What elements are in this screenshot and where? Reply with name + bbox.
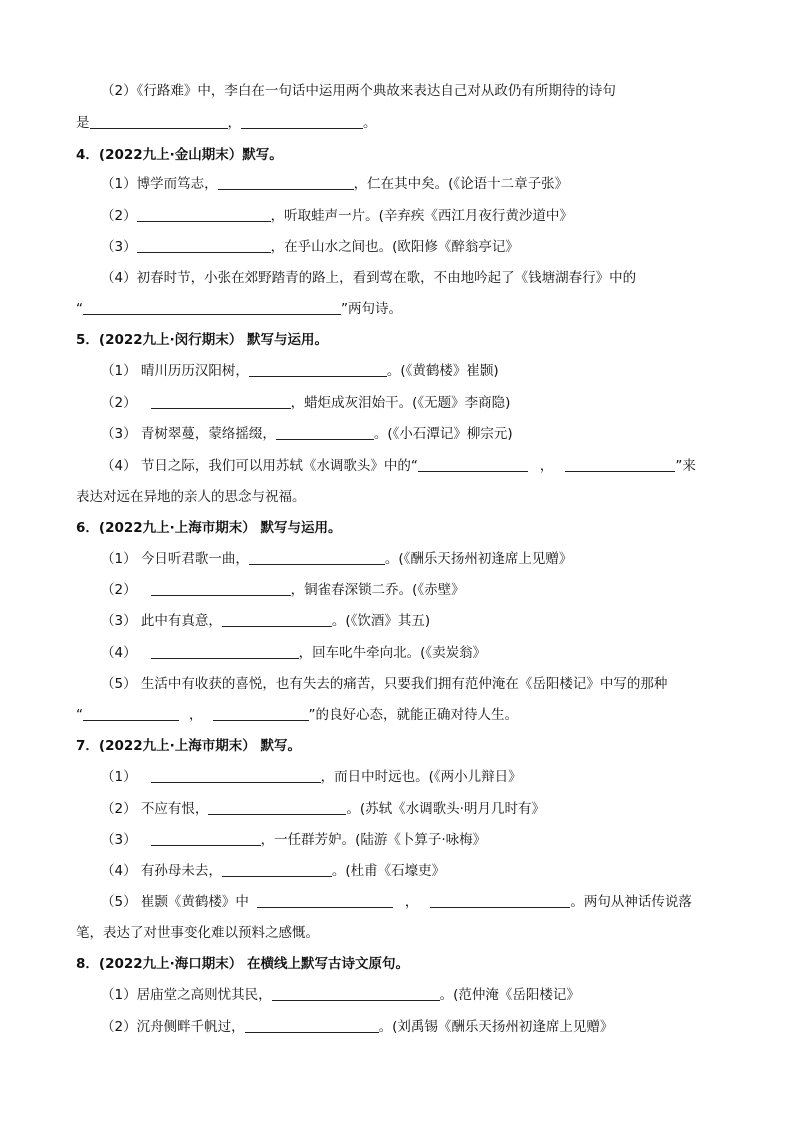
- answer-blank[interactable]: [418, 457, 528, 472]
- answer-blank[interactable]: [218, 175, 354, 190]
- q5-item-4-continued: 表达对远在异地的亲人的思念与祝福。: [76, 489, 306, 505]
- question-text: （4）初春时节，小张在郊野踏青的路上，看到莺在歌，不由地吟起了《钱塘湖春行》中的: [101, 270, 637, 286]
- text: 。(《饮酒》其五): [331, 613, 431, 629]
- text: （5） 崔颢《黄鹤楼》中: [101, 894, 249, 910]
- answer-blank[interactable]: [222, 862, 332, 877]
- text: ，仁在其中矣。(《论语十二章子张》: [353, 176, 569, 192]
- question-text: （2）《行路难》中，李白在一句话中运用两个典故来表达自己对从政仍有所期待的诗句: [101, 83, 616, 99]
- text: ”来: [675, 458, 696, 474]
- q4-item-2: [101, 206, 573, 226]
- answer-blank[interactable]: [151, 768, 321, 783]
- q6-item-1: [101, 549, 572, 569]
- question-5-heading: 5．(2022九上·闵行期末） 默写与运用。: [76, 332, 328, 348]
- answer-blank[interactable]: [249, 362, 387, 377]
- text: （2）: [101, 582, 137, 598]
- text: （3）: [101, 832, 137, 848]
- text: （4） 节日之际，我们可以用苏轼《水调歌头》中的“: [101, 458, 418, 474]
- answer-blank[interactable]: [257, 893, 393, 908]
- answer-blank[interactable]: [241, 114, 363, 129]
- text: ”的良好心态，就能正确对待人生。: [308, 707, 518, 723]
- q8-item-1: [101, 985, 580, 1005]
- answer-blank[interactable]: [151, 644, 299, 659]
- answer-blank[interactable]: [151, 394, 291, 409]
- answer-blank[interactable]: [565, 457, 675, 472]
- text: 。(杜甫《石壕吏》: [331, 863, 446, 879]
- q5-item-4: [101, 456, 696, 476]
- text: （1）博学而笃志，: [101, 176, 218, 192]
- text: （2） 不应有恨，: [101, 801, 209, 817]
- q6-item-2: [101, 580, 465, 600]
- q7-item-3: [101, 830, 486, 850]
- q7-item-4: [101, 861, 445, 881]
- answer-blank[interactable]: [137, 238, 271, 253]
- q4-item-4: [101, 268, 636, 288]
- answer-blank[interactable]: [137, 207, 271, 222]
- q7-item-1: [101, 767, 522, 787]
- text: （3） 青树翠蔓，蒙络摇缀，: [101, 426, 276, 442]
- text: ，: [404, 894, 419, 910]
- answer-blank[interactable]: [90, 114, 228, 129]
- answer-blank[interactable]: [208, 800, 346, 815]
- q4-item-4-answer-line: [76, 299, 402, 319]
- text: 。: [363, 115, 377, 131]
- answer-blank[interactable]: [83, 300, 341, 315]
- text: （1）居庙堂之高则忧其民，: [101, 987, 272, 1003]
- text: ，: [189, 707, 203, 723]
- text: 。(《小石潭记》柳宗元): [373, 426, 513, 442]
- text: ，: [227, 115, 241, 131]
- q7-item-5-continued: 笔，表达了对世事变化难以预料之感慨。: [76, 925, 319, 941]
- answer-blank[interactable]: [245, 1018, 379, 1033]
- question-text: （5） 生活中有收获的喜悦，也有失去的痛苦，只要我们拥有范仲淹在《岳阳楼记》中写的那种: [101, 676, 668, 692]
- text: （2）: [101, 395, 137, 411]
- q6-item-5-answer-line: [76, 705, 518, 725]
- q5-item-3: [101, 424, 513, 444]
- question-6-heading: 6．(2022九上·上海市期末） 默写与运用。: [76, 520, 342, 536]
- q8-item-2: [101, 1017, 613, 1037]
- text: 。两句从神话传说落: [570, 894, 692, 910]
- text: 。(刘禹锡《酬乐天扬州初逢席上见赠》: [378, 1019, 614, 1035]
- q3-item-2-answer-line: [76, 113, 377, 133]
- answer-blank[interactable]: [151, 581, 291, 596]
- answer-blank[interactable]: [83, 706, 179, 721]
- text: （1） 晴川历历汉阳树，: [101, 363, 249, 379]
- text: ，: [539, 458, 554, 474]
- answer-blank[interactable]: [272, 986, 440, 1001]
- text: ，一任群芳妒。(陆游《卜算子·咏梅》: [260, 832, 487, 848]
- q5-item-1: [101, 361, 499, 381]
- text: “: [76, 707, 83, 723]
- text: ，听取蛙声一片。(辛弃疾《西江月夜行黄沙道中》: [270, 208, 573, 224]
- q5-item-2: [101, 393, 510, 413]
- q3-item-2: [101, 81, 616, 101]
- text: 。(《酬乐天扬州初逢席上见赠》: [384, 551, 573, 567]
- q6-item-3: [101, 611, 430, 631]
- text: （4）: [101, 645, 137, 661]
- text: ，回车叱牛牵向北。(《卖炭翁》: [298, 645, 487, 661]
- text: （2）: [101, 208, 137, 224]
- q6-item-4: [101, 643, 486, 663]
- q4-item-1: [101, 174, 568, 194]
- text: 。(《黄鹤楼》崔颢): [386, 363, 499, 379]
- answer-blank[interactable]: [151, 831, 261, 846]
- text: 。(苏轼《水调歌头·明月几时有》: [346, 801, 545, 817]
- text: “: [76, 301, 83, 317]
- question-4-heading: 4．(2022九上·金山期末）默写。: [76, 147, 283, 163]
- q7-item-5: [101, 892, 692, 912]
- answer-blank[interactable]: [222, 612, 332, 627]
- answer-blank[interactable]: [213, 706, 309, 721]
- text: ”两句诗。: [341, 301, 402, 317]
- text: （2）沉舟侧畔千帆过，: [101, 1019, 245, 1035]
- text: （3）: [101, 239, 137, 255]
- answer-blank[interactable]: [276, 425, 374, 440]
- text: ，铜雀春深锁二乔。(《赤壁》: [290, 582, 465, 598]
- text: 是: [76, 115, 90, 131]
- text: ，而日中时远也。(《两小儿辩日》: [320, 769, 522, 785]
- q7-item-2: [101, 799, 545, 819]
- text: （4） 有孙母未去，: [101, 863, 222, 879]
- text: （1）: [101, 769, 137, 785]
- q6-item-5: [101, 674, 667, 694]
- text: （3） 此中有真意，: [101, 613, 222, 629]
- text: 。(范仲淹《岳阳楼记》: [439, 987, 580, 1003]
- q4-item-3: [101, 237, 519, 257]
- question-8-heading: 8．(2022九上·海口期末） 在横线上默写古诗文原句。: [76, 956, 409, 972]
- answer-blank[interactable]: [249, 550, 385, 565]
- text: ，蜡炬成灰泪始干。(《无题》李商隐): [290, 395, 511, 411]
- question-7-heading: 7．(2022九上·上海市期末） 默写。: [76, 738, 301, 754]
- text: （1） 今日听君歌一曲，: [101, 551, 249, 567]
- text: ，在乎山水之间也。(欧阳修《醉翁亭记》: [270, 239, 519, 255]
- answer-blank[interactable]: [430, 893, 570, 908]
